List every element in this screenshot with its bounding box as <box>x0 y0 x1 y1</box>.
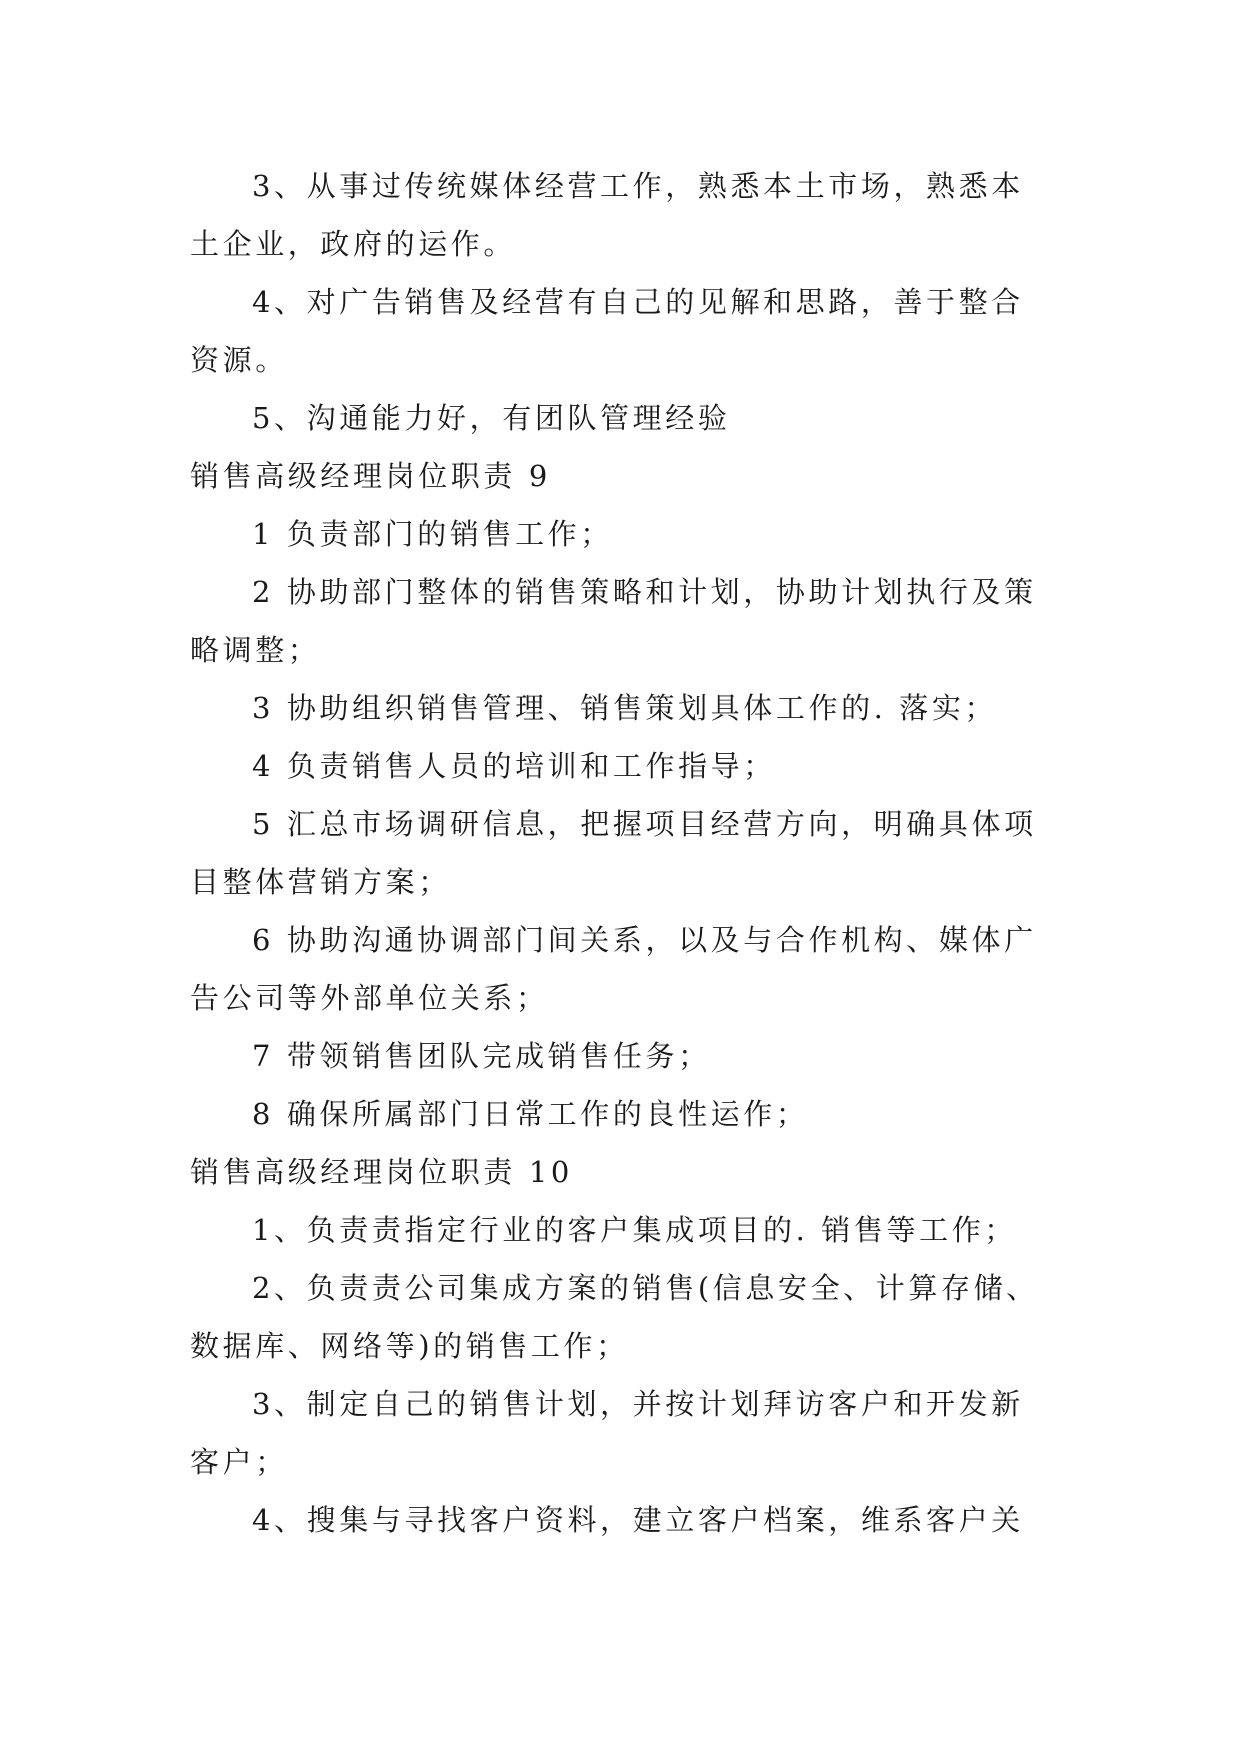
paragraph-line: 4 负责销售人员的培训和工作指导； <box>252 749 776 783</box>
paragraph-line: 2 协助部门整体的销售策略和计划，协助计划执行及策 <box>252 575 1037 609</box>
paragraph-line: 4、搜集与寻找客户资料，建立客户档案，维系客户关 <box>252 1503 1024 1537</box>
paragraph-line: 3、制定自己的销售计划，并按计划拜访客户和开发新 <box>252 1387 1024 1421</box>
paragraph-line: 略调整； <box>190 633 321 667</box>
section-heading: 销售高级经理岗位职责 9 <box>190 459 551 493</box>
paragraph-line: 目整体营销方案； <box>190 865 451 899</box>
paragraph-line: 3 协助组织销售管理、销售策划具体工作的. 落实； <box>252 691 998 725</box>
paragraph-line: 资源。 <box>190 343 288 377</box>
paragraph-line: 5 汇总市场调研信息，把握项目经营方向，明确具体项 <box>252 807 1037 841</box>
paragraph-line: 7 带领销售团队完成销售任务； <box>252 1039 711 1073</box>
paragraph-line: 数据库、网络等)的销售工作； <box>190 1329 629 1363</box>
paragraph-line: 客户； <box>190 1445 288 1479</box>
paragraph-line: 1 负责部门的销售工作； <box>252 517 613 551</box>
paragraph-line: 告公司等外部单位关系； <box>190 981 549 1015</box>
paragraph-line: 6 协助沟通协调部门间关系，以及与合作机构、媒体广 <box>252 923 1037 957</box>
paragraph-line: 8 确保所属部门日常工作的良性运作； <box>252 1097 809 1131</box>
paragraph-line: 2、负责责公司集成方案的销售(信息安全、计算存储、 <box>252 1271 1039 1305</box>
paragraph-line: 土企业，政府的运作。 <box>190 227 517 261</box>
paragraph-line: 5、沟通能力好，有团队管理经验 <box>252 401 731 435</box>
paragraph-line: 3、从事过传统媒体经营工作，熟悉本土市场，熟悉本 <box>252 169 1024 203</box>
paragraph-line: 1、负责责指定行业的客户集成项目的. 销售等工作； <box>252 1213 1017 1247</box>
paragraph-line: 4、对广告销售及经营有自己的见解和思路，善于整合 <box>252 285 1024 319</box>
section-heading: 销售高级经理岗位职责 10 <box>190 1155 573 1189</box>
